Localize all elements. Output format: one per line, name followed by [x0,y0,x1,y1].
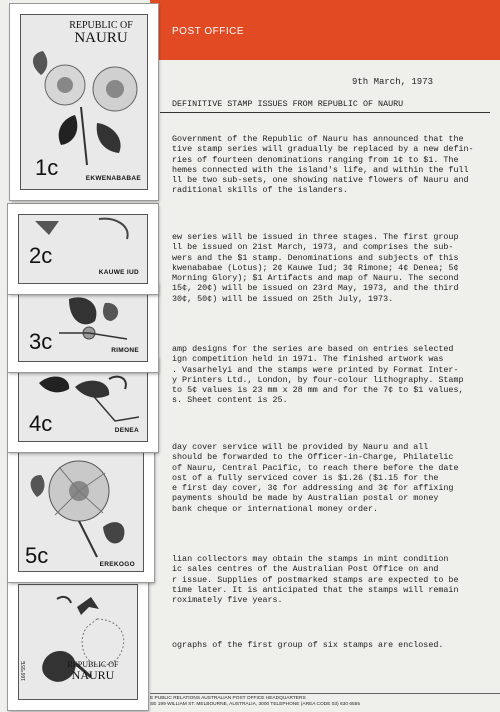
footer-rule [150,693,500,694]
heading-rule [160,112,490,113]
paragraph-2: ew series will be issued in three stages. The first group ll be issued on 21st March, 1973, and comprises the sub- wers and the $1 stamp. Denominations and subjects of this kwenababae (Lotus); 2¢ Kauwe Iud; 3¢ Rimone; 4¢ Denea; 5¢ Morning Glory); $1 Artifacts and map of Nauru. The second 15¢, 20¢) will be issued on 23rd May, 1973, and the third 30¢, 50¢) will be issued on 25th July, 1973. [172,232,459,304]
map-artifacts-illustration [19,585,138,700]
stamp-map-design [18,584,138,700]
stamp-value: 4c [29,411,53,436]
stamp-value: 5c [25,543,49,568]
stamp-flower-name: RIMONE [111,347,139,354]
letter-heading: DEFINITIVE STAMP ISSUES FROM REPUBLIC OF NAURU [172,99,404,109]
stamp-3c-design [18,292,148,362]
stamp-1c-design [20,14,148,190]
stamp-flower-name: EREKOGO [99,561,135,568]
stamp-4c-design [18,366,148,442]
paragraph-3: amp designs for the series are based on entries selected ign competition held in 1971. The finished artwork was . Vasarhelyi and the stamps were printed by Format Inter- y Printers Ltd., London, by four-colour lithography. Stamp to 5¢ values is 23 mm x 28 mm and for the 7¢ to $1 values, s. Sheet content is 25. [172,344,464,406]
stamp-1c [10,4,158,200]
paragraph-5: lian collectors may obtain the stamps in mint condition ic sales centres of the Australian Post Office on and r issue. Supplies of postmarked stamps are expected to be time later. It is anticipated that the stamps will remain roximately five years. [172,554,459,606]
stamp-country: REPUBLIC OF NAURU [69,20,133,46]
stamp-2c-design [18,214,148,284]
letter-footer: E PUBLIC RELATIONS AUSTRALIAN POST OFFICE HEADQUARTERS SE 199 WILLIAM ST. MELBOURNE, AUSTRALIA, 3000 TELEPHONE (AREA CODE 03) 630 6555 [150,696,360,707]
stamp-5c-design [18,446,144,572]
stamp-flower-name: EKWENABABAE [85,175,141,182]
letter-date: 9th March, 1973 [352,77,434,87]
paragraph-1: Government of the Republic of Nauru has announced that the tive stamp series will gradually be replaced by a new defin- ries of fourteen denominations ranging from 1¢ to $1. The hemes connected with the island's life, and within the full ll be two sub-sets, one showing native flowers of Nauru and raditional skills of the islanders. [172,134,474,196]
letterhead-title: POST OFFICE [172,26,244,37]
stamp-country: REPUBLIC OF NAURU [67,660,119,682]
paragraph-6: ographs of the first group of six stamps are enclosed. [172,640,444,650]
stamp-flower-name: DENEA [114,427,139,434]
stamp-3c [8,282,158,372]
stamp-value: 3c [29,329,53,354]
stamp-flower-name: KAUWE IUD [98,269,139,276]
stamp-5c [8,436,154,582]
stamp-map [8,574,148,710]
stamp-value: 2c [29,243,53,268]
stamp-map-caption: 166°55'E [21,660,27,681]
stamp-value: 1c [35,155,59,180]
stamp-2c [8,204,158,294]
paragraph-4: day cover service will be provided by Nauru and all should be forwarded to the Officer-in-Charge, Philatelic of Nauru, Central Pacific, to reach there before the date ost of a fully serviced cover is $1.26 ($1.15 for the e first day cover, 3¢ for addressing and 3¢ for affixing payments should be made by Australian postal or money bank cheque or international money order. [172,442,459,514]
